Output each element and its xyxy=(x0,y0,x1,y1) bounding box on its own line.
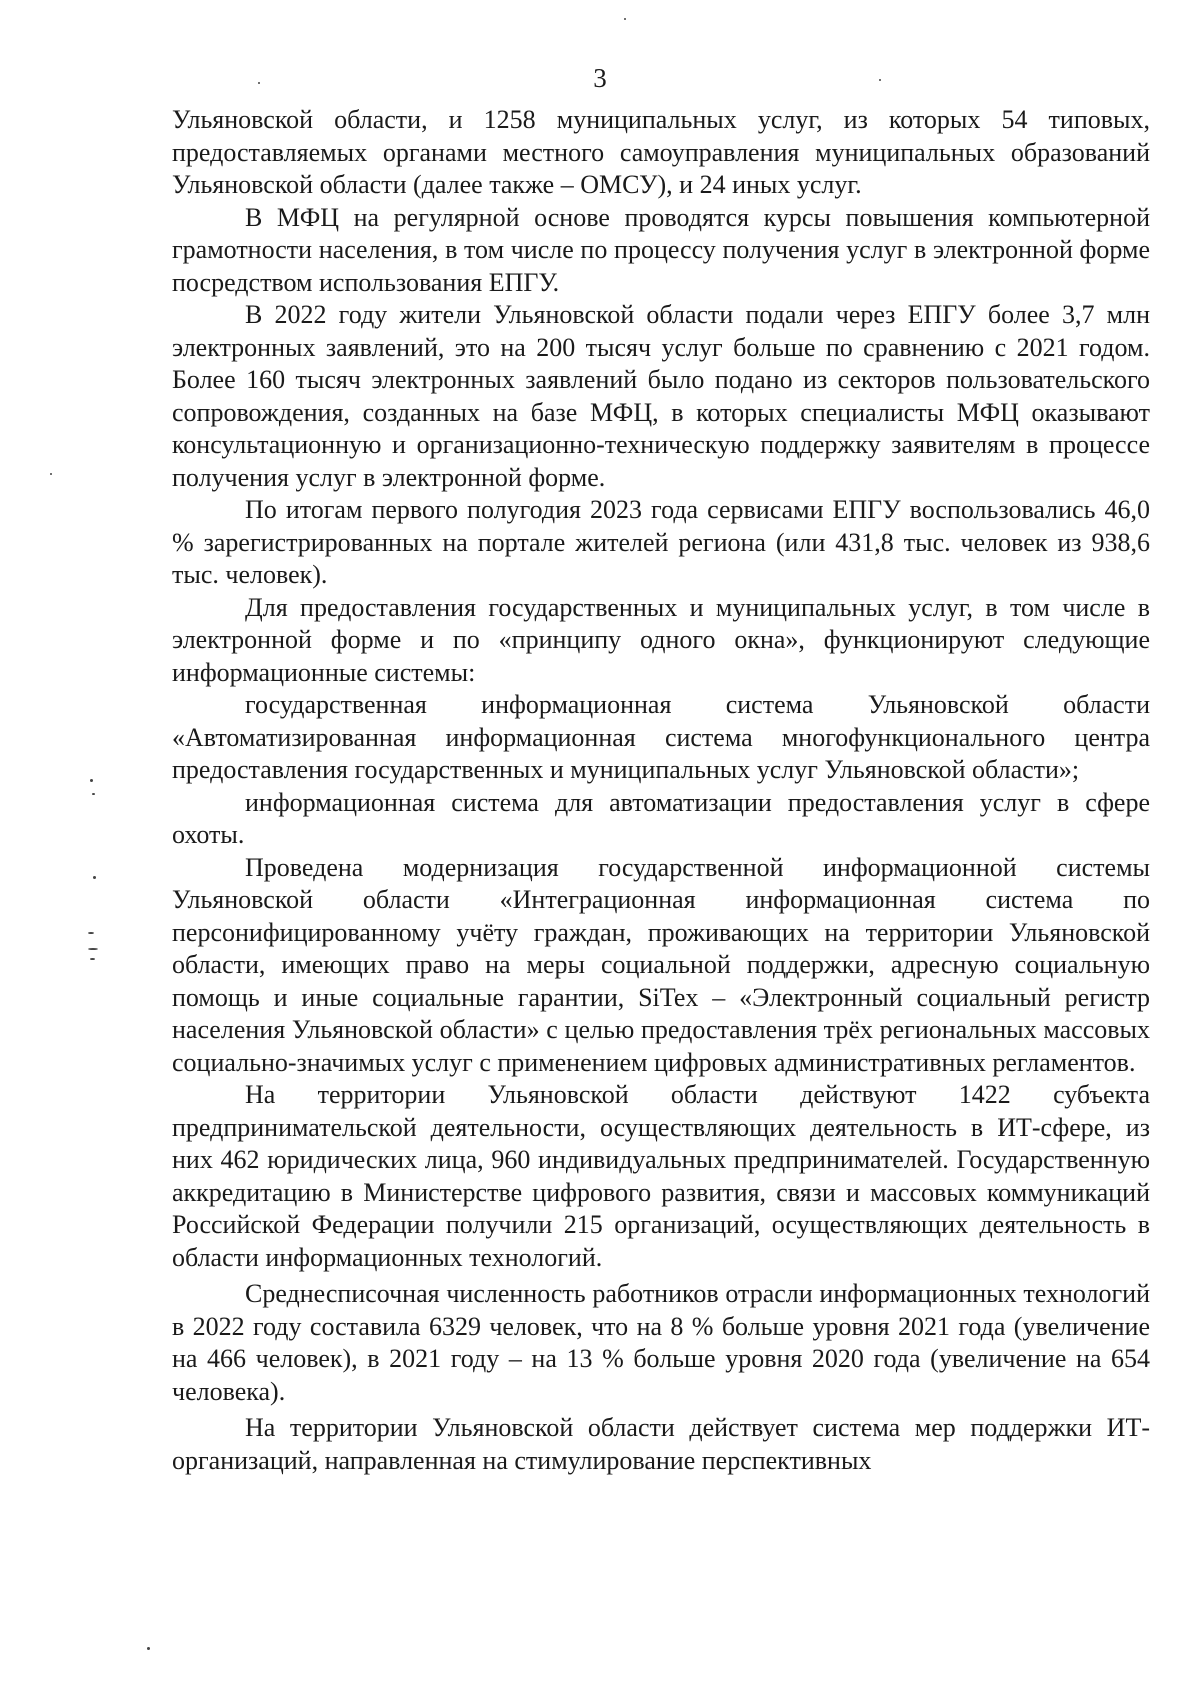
paragraph-4: По итогам первого полугодия 2023 года сервисами ЕПГУ воспользовались 46,0 % зарегистрированных на портале жителей региона (или 431,8 тыс. человек из 938,6 тыс. человек). xyxy=(172,495,1150,589)
page-number: 3 xyxy=(593,63,607,93)
paragraph-10: Среднесписочная численность работников отрасли информационных технологий в 2022 году составила 6329 человек, что на 8 % больше уровня 2021 года (увеличение на 466 человек), в 2021 году – на 13 % больше уровня 2020 года (увеличение на 654 человека). xyxy=(172,1279,1150,1406)
paragraph-6: государственная информационная система Ульяновской области «Автоматизированная информационная система многофункционального центра предоставления государственных и муниципальных услуг Ульяновской области»; xyxy=(172,690,1150,784)
paragraph-1: Ульяновской области, и 1258 муниципальных услуг, из которых 54 типовых, предоставляемых органами местного самоуправления муниципальных образований Ульяновской области (далее также – ОМСУ), и 24 иных услуг. xyxy=(172,105,1150,199)
body-text xyxy=(172,104,1150,1477)
paragraph-8: Проведена модернизация государственной информационной системы Ульяновской области «Интеграционная информационная система по персонифицированному учёту граждан, проживающих на территории Ульяновской области, имеющих право на меры социальной поддержки, адресную социальную помощь и иные социальные гарантии, SiTex – «Электронный социальный регистр населения Ульяновской области» с целью предоставления трёх региональных массовых социально-значимых услуг с применением цифровых административных регламентов. xyxy=(172,852,1150,1077)
paragraph-2: В МФЦ на регулярной основе проводятся курсы повышения компьютерной грамотности населения, в том числе по процессу получения услуг в электронной форме посредством использования ЕПГУ. xyxy=(172,202,1150,297)
scan-speck xyxy=(624,18,626,20)
paragraph-3: В 2022 году жители Ульяновской области подали через ЕПГУ более 3,7 млн электронных заявлений, это на 200 тысяч услуг больше по сравнению с 2021 годом. Более 160 тысяч электронных заявлений было подано из секторов пользовательского сопровождения, созданных на базе МФЦ, в которых специалисты МФЦ оказывают консультационную и организационно-техническую поддержку заявителям в процессе получения услуг в электронной форме. xyxy=(172,300,1150,492)
paragraph-11: На территории Ульяновской области действует система мер поддержки ИТ-организаций, направленная на стимулирование перспективных xyxy=(172,1413,1150,1475)
scan-speck xyxy=(88,932,94,934)
scan-speck xyxy=(258,82,260,84)
scan-speck xyxy=(50,473,52,475)
paragraph-9: На территории Ульяновской области действуют 1422 субъекта предпринимательской деятельности, осуществляющих деятельность в ИТ-сфере, из них 462 юридических лица, 960 индивидуальных предпринимателей. Государственную аккредитацию в Министерстве цифрового развития, связи и массовых коммуникаций Российской Федерации получили 215 организаций, осуществляющих деятельность в области информационных технологий. xyxy=(172,1080,1150,1272)
scan-speck xyxy=(90,779,93,782)
scan-speck xyxy=(90,958,95,960)
scan-speck xyxy=(88,948,98,950)
scan-speck xyxy=(93,876,96,879)
scan-speck xyxy=(147,1647,150,1650)
scan-speck xyxy=(92,793,95,795)
paragraph-5: Для предоставления государственных и муниципальных услуг, в том числе в электронной форме и по «принципу одного окна», функционируют следующие информационные системы: xyxy=(172,592,1150,687)
scan-speck xyxy=(879,79,881,81)
paragraph-7: информационная система для автоматизации предоставления услуг в сфере охоты. xyxy=(172,787,1150,849)
